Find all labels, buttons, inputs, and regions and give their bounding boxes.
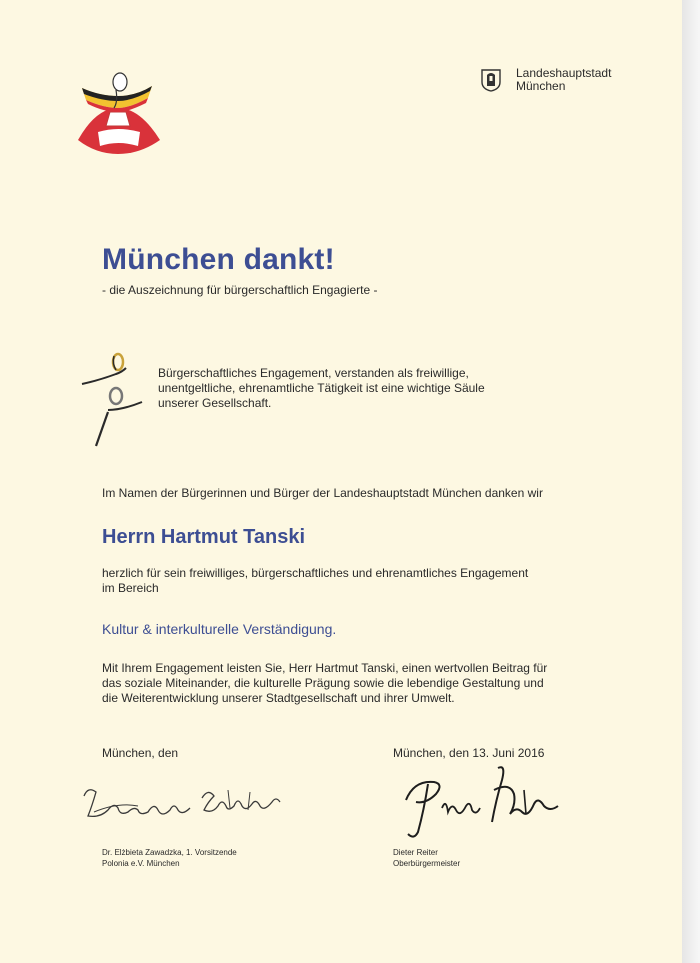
signature-right: [398, 760, 568, 842]
intro-paragraph: [158, 366, 528, 411]
intro-line: unserer Gesellschaft.: [158, 396, 272, 410]
gratitude-line: herzlich für sein freiwilliges, bürgerschaftliches und ehrenamtliches Engagement: [102, 566, 529, 580]
appreciation-paragraph: [102, 661, 592, 706]
intro-line: Bürgerschaftliches Engagement, verstanden als freiwillige,: [158, 366, 469, 380]
signer-left: [102, 847, 237, 869]
signer-right-name: Dieter Reiter: [393, 848, 438, 857]
appreciation-line: die Weiterentwicklung unserer Stadtgesellschaft und ihrer Umwelt.: [102, 691, 455, 705]
signer-left-org: Polonia e.V. München: [102, 859, 180, 868]
signer-right-role: Oberbürgermeister: [393, 859, 461, 868]
signer-left-name: Dr. Elżbieta Zawadzka, 1. Vorsitzende: [102, 848, 237, 857]
gratitude-line: im Bereich: [102, 581, 159, 595]
page-subtitle: - die Auszeichnung für bürgerschaftlich Engagierte -: [102, 283, 378, 297]
place-date-left: München, den: [102, 746, 179, 760]
signer-right: [393, 847, 460, 869]
place-date-right: München, den 13. Juni 2016: [393, 746, 545, 760]
intro-line: unentgeltliche, ehrenamtliche Tätigkeit ist eine wichtige Säule: [158, 381, 485, 395]
munich-monk-crest-icon: [480, 68, 502, 92]
city-name-line-1: Landeshauptstadt: [516, 66, 612, 80]
sketch-runner-figure: [78, 350, 150, 450]
signature-left: [78, 772, 288, 832]
city-name-line-2: München: [516, 79, 566, 93]
appreciation-line: das soziale Miteinander, die kulturelle Prägung sowie die lebendige Gestaltung und: [102, 676, 544, 690]
thanks-line: Im Namen der Bürgerinnen und Bürger der Landeshauptstadt München danken wir: [102, 486, 543, 500]
recipient-name: Herrn Hartmut Tanski: [102, 526, 306, 548]
page-title: München dankt!: [102, 243, 335, 276]
gratitude-paragraph: [102, 566, 572, 596]
city-name: [516, 67, 611, 93]
engagement-field: Kultur & interkulturelle Verständigung.: [102, 621, 337, 637]
appreciation-line: Mit Ihrem Engagement leisten Sie, Herr Hartmut Tanski, einen wertvollen Beitrag für: [102, 661, 548, 675]
scan-edge: [682, 0, 700, 963]
polonia-figure-logo: [68, 68, 168, 160]
